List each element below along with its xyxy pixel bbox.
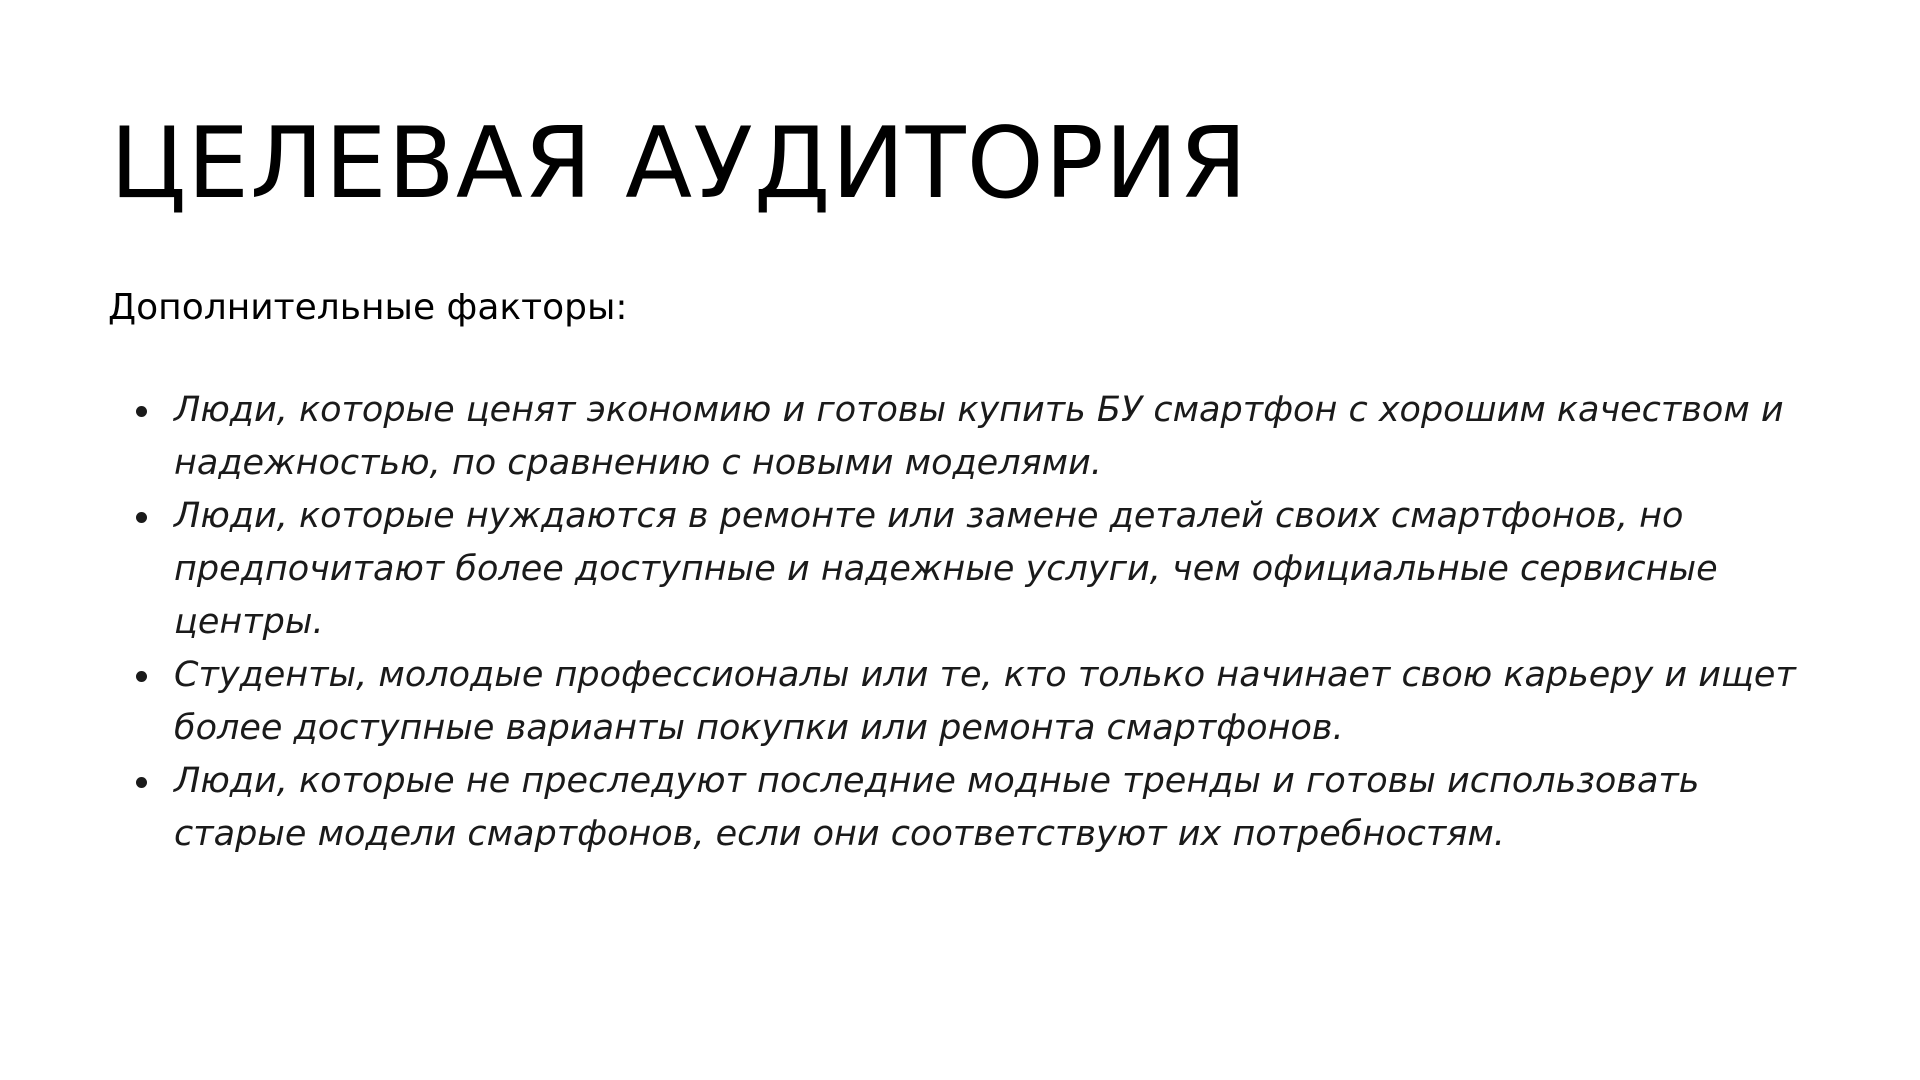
list-item-text: Люди, которые нуждаются в ремонте или замене деталей своих смартфонов, но предпочитают более доступные и надежные услуги, чем официальные сервисные центры. [174,496,1718,642]
list-item [128,755,1828,861]
bullet-icon [136,777,147,788]
list-item-text: Студенты, молодые профессионалы или те, кто только начинает свою карьеру и ищет более доступные варианты покупки или ремонта смартфонов. [174,655,1796,748]
slide-title: ЦЕЛЕВАЯ АУДИТОРИЯ [110,107,1249,221]
bullet-icon [136,512,147,523]
list-item-text: Люди, которые ценят экономию и готовы купить БУ смартфон с хорошим качеством и надежностью, по сравнению с новыми моделями. [174,390,1784,483]
section-subtitle: Дополнительные факторы: [108,287,628,328]
list-item [128,384,1828,490]
bullet-icon [136,406,147,417]
list-item [128,649,1828,755]
factors-list [128,384,1828,861]
list-item-text: Люди, которые не преследуют последние модные тренды и готовы использовать старые модели смартфонов, если они соответствуют их потребностям. [174,761,1700,854]
bullet-icon [136,671,147,682]
list-item [128,490,1828,649]
